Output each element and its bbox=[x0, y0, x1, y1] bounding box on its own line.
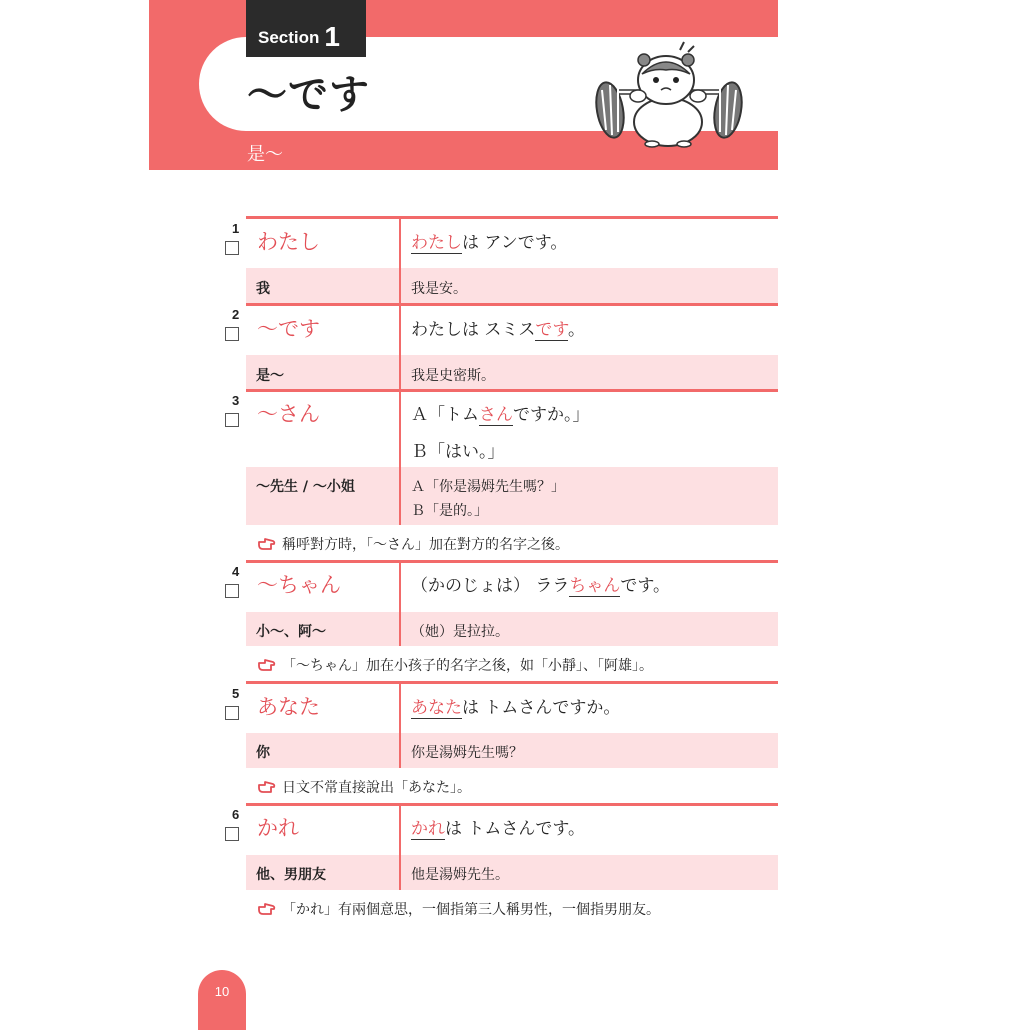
entry-number: 1 bbox=[232, 221, 240, 236]
example-translation: 你是湯姆先生嗎？ bbox=[411, 745, 523, 761]
entry-divider bbox=[246, 803, 778, 806]
column-divider bbox=[399, 219, 401, 303]
column-divider bbox=[399, 392, 401, 525]
usage-note-text: 「～ちゃん」加在小孩子的名字之後，如「小靜」、「阿雄」。 bbox=[282, 658, 653, 674]
entry-divider bbox=[246, 560, 778, 563]
example-highlight: わたし bbox=[411, 233, 462, 253]
page-number: 10 bbox=[214, 984, 230, 999]
entry-number: 4 bbox=[232, 564, 240, 579]
vocab-meaning: 他、男朋友 bbox=[256, 867, 326, 883]
pointing-hand-icon bbox=[258, 658, 276, 672]
page-number-tab bbox=[198, 970, 246, 1030]
example-translation-b: Ｂ「是的。」 bbox=[411, 503, 488, 519]
example-translation: 他是湯姆先生。 bbox=[411, 867, 509, 883]
example-pre: （かのじょは） ララ bbox=[411, 576, 570, 596]
vocab-meaning: 我 bbox=[256, 281, 270, 297]
column-divider bbox=[399, 806, 401, 890]
vocab-meaning: 小～、阿～ bbox=[256, 624, 326, 640]
example-translation-a: Ａ「你是湯姆先生嗎？」 bbox=[411, 479, 565, 495]
meaning-row bbox=[246, 268, 778, 303]
entry-divider bbox=[246, 681, 778, 684]
entry-checkbox[interactable] bbox=[225, 413, 239, 427]
column-divider bbox=[399, 563, 401, 646]
example-rest: は トムさんですか。 bbox=[462, 698, 621, 718]
vocab-word: かれ bbox=[257, 816, 299, 840]
example-pre: Ａ「トム bbox=[411, 405, 479, 425]
entry-divider bbox=[246, 216, 778, 219]
pointing-hand-icon bbox=[258, 902, 276, 916]
page-title: ～です bbox=[247, 72, 370, 118]
usage-note bbox=[258, 534, 569, 554]
column-divider bbox=[399, 306, 401, 390]
example-highlight: かれ bbox=[411, 819, 445, 839]
example-sentence bbox=[411, 571, 670, 596]
entry-divider bbox=[246, 389, 778, 392]
example-highlight: さん bbox=[479, 405, 513, 425]
column-divider bbox=[399, 684, 401, 768]
example-sentence bbox=[411, 693, 620, 718]
hamster-weightlifter-illustration bbox=[588, 40, 748, 148]
example-post: 。 bbox=[568, 320, 586, 340]
usage-note bbox=[258, 899, 660, 919]
example-post: ですか。」 bbox=[513, 405, 590, 425]
example-sentence-b: Ｂ「はい。」 bbox=[411, 442, 505, 462]
vocab-word: ～ちゃん bbox=[257, 573, 341, 597]
example-rest: は アンです。 bbox=[462, 233, 568, 253]
entry-checkbox[interactable] bbox=[225, 241, 239, 255]
vocab-word: ～さん bbox=[257, 402, 320, 426]
meaning-row bbox=[246, 355, 778, 390]
example-sentence bbox=[411, 315, 585, 340]
usage-note bbox=[258, 655, 653, 675]
example-sentence-a bbox=[411, 400, 590, 425]
entry-divider bbox=[246, 303, 778, 306]
example-pre: わたしは スミス bbox=[411, 320, 536, 340]
section-number: 1 bbox=[324, 21, 340, 52]
vocab-meaning: 是～ bbox=[256, 368, 284, 384]
entry-checkbox[interactable] bbox=[225, 827, 239, 841]
section-word: Section bbox=[258, 28, 320, 47]
vocab-meaning: ～先生 / ～小姐 bbox=[256, 479, 355, 495]
example-rest: は トムさんです。 bbox=[445, 819, 586, 839]
pointing-hand-icon bbox=[258, 780, 276, 794]
entry-number: 2 bbox=[232, 307, 240, 322]
usage-note bbox=[258, 777, 471, 797]
entry-checkbox[interactable] bbox=[225, 327, 239, 341]
example-translation: （她）是拉拉。 bbox=[411, 624, 509, 640]
vocab-word: あなた bbox=[257, 695, 320, 719]
page-subtitle: 是～ bbox=[247, 144, 283, 165]
vocab-meaning: 你 bbox=[256, 745, 270, 761]
entry-number: 3 bbox=[232, 393, 240, 408]
pointing-hand-icon bbox=[258, 537, 276, 551]
example-sentence bbox=[411, 228, 567, 253]
entry-number: 5 bbox=[232, 686, 240, 701]
usage-note-text: 稱呼對方時，「～さん」加在對方的名字之後。 bbox=[282, 537, 569, 553]
example-sentence bbox=[411, 814, 585, 839]
usage-note-text: 「かれ」有兩個意思，一個指第三人稱男性，一個指男朋友。 bbox=[282, 902, 660, 918]
entry-checkbox[interactable] bbox=[225, 584, 239, 598]
example-highlight: です bbox=[535, 320, 569, 340]
section-tab bbox=[246, 0, 366, 57]
example-highlight: あなた bbox=[411, 698, 462, 718]
example-translation: 我是安。 bbox=[411, 281, 467, 297]
vocab-word: ～です bbox=[257, 317, 320, 341]
example-translation: 我是史密斯。 bbox=[411, 368, 495, 384]
entry-number: 6 bbox=[232, 807, 240, 822]
entry-checkbox[interactable] bbox=[225, 706, 239, 720]
usage-note-text: 日文不常直接說出「あなた」。 bbox=[282, 780, 471, 796]
example-post: です。 bbox=[620, 576, 671, 596]
example-highlight: ちゃん bbox=[569, 576, 621, 596]
vocab-word: わたし bbox=[257, 230, 320, 254]
